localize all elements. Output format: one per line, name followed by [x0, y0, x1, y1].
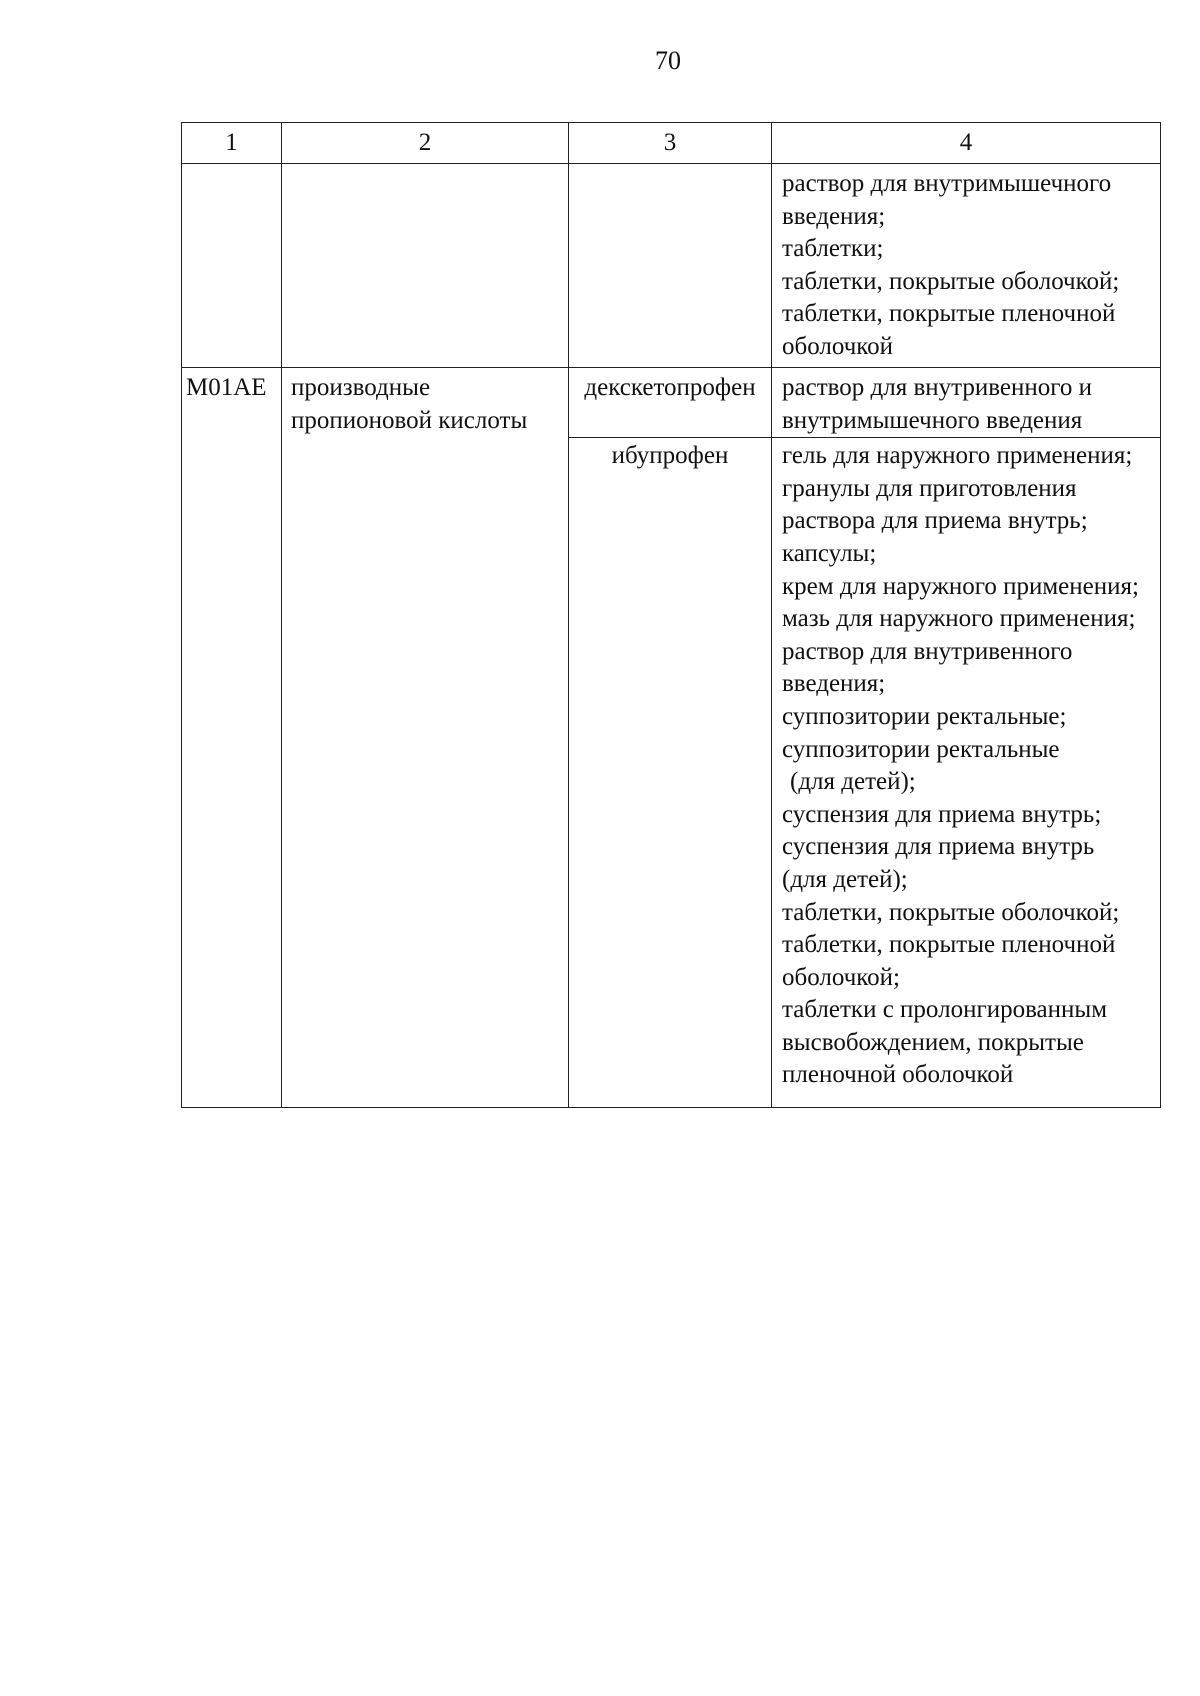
cell-empty	[569, 164, 772, 368]
dosage-form-line: таблетки, покрытые пленочной	[782, 300, 1116, 328]
header-col-2: 2	[282, 123, 569, 164]
table-row-dexketoprofen	[182, 368, 1161, 438]
dosage-form-line: внутримышечного введения	[782, 406, 1083, 434]
drug-name-cell: ибупрофен	[569, 438, 772, 1108]
dosage-form-line: суспензия для приема внутрь;	[782, 800, 1102, 828]
dosage-form-line: суспензия для приема внутрь	[782, 833, 1095, 861]
dosage-form-line: оболочкой	[782, 332, 894, 360]
dosage-form-line: раствора для приема внутрь;	[782, 507, 1088, 535]
dosage-form-line: таблетки, покрытые оболочкой;	[782, 898, 1120, 926]
dosage-form-line: раствор для внутривенного	[782, 637, 1073, 665]
dosage-form-line: раствор для внутримышечного	[782, 170, 1112, 197]
page-number: 70	[655, 46, 681, 75]
dosage-form-line: суппозитории ректальные;	[782, 702, 1067, 730]
dosage-form-line: таблетки;	[782, 235, 884, 263]
dosage-forms-cell	[772, 438, 1161, 1108]
cell-empty	[182, 164, 282, 368]
dosage-form-line: пленочной оболочкой	[782, 1061, 1014, 1089]
dosage-form-line: таблетки, покрытые оболочкой;	[782, 267, 1120, 295]
dosage-form-line: оболочкой;	[782, 963, 900, 991]
dosage-form-line: таблетки с пролонгированным	[782, 996, 1108, 1024]
dosage-form-line: крем для наружного применения;	[782, 572, 1139, 600]
dosage-form-line: капсулы;	[782, 539, 877, 567]
dosage-form-line: высвобождением, покрытые	[782, 1028, 1084, 1056]
drug-name-cell: декскетопрофен	[569, 368, 772, 438]
dosage-form-line: (для детей);	[782, 865, 908, 893]
dosage-form-line: раствор для внутривенного и	[782, 374, 1093, 401]
dosage-form-line: (для детей);	[790, 768, 916, 796]
dosage-form-line: гель для наружного применения;	[782, 442, 1133, 470]
atc-code-cell: M01AE	[182, 368, 282, 1108]
dosage-forms-cell	[772, 164, 1161, 368]
cell-empty	[282, 164, 569, 368]
header-col-1: 1	[182, 123, 282, 164]
header-col-3: 3	[569, 123, 772, 164]
dosage-form-line: суппозитории ректальные	[782, 735, 1060, 763]
dosage-form-line: таблетки, покрытые пленочной	[782, 931, 1116, 959]
header-col-4: 4	[772, 123, 1161, 164]
dosage-form-line: гранулы для приготовления	[782, 474, 1077, 502]
dosage-forms-cell	[772, 368, 1161, 438]
dosage-form-line: введения;	[782, 202, 886, 230]
drug-table	[181, 122, 1161, 1108]
group-name-line: пропионовой кислоты	[291, 406, 528, 434]
dosage-form-line: введения;	[782, 670, 886, 698]
group-name-line: производные	[291, 374, 431, 401]
header-row	[182, 123, 1161, 164]
dosage-form-line: мазь для наружного применения;	[782, 605, 1136, 633]
table-row-continuation	[182, 164, 1161, 368]
group-name-cell	[282, 368, 569, 1108]
